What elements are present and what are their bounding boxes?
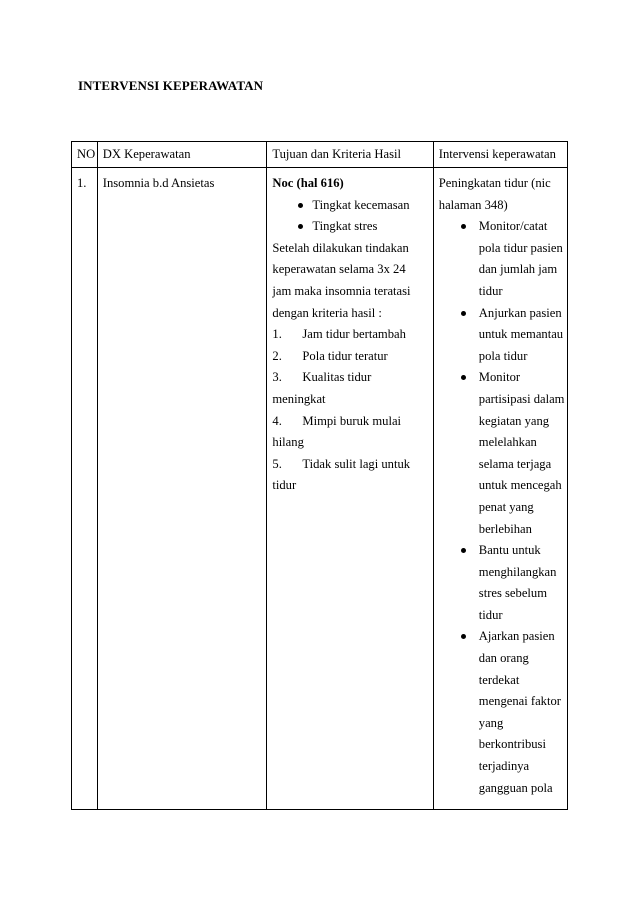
table-header-row	[72, 142, 568, 168]
intervention-list	[439, 216, 567, 799]
criteria-continuation: tidur	[272, 478, 297, 493]
tujuan-intro-line: dengan kriteria hasil :	[272, 305, 382, 320]
criteria-item: 1. Jam tidur bertambah	[272, 327, 406, 342]
page-title: INTERVENSI KEPERAWATAN	[78, 78, 264, 93]
noc-bullet: Tingkat kecemasan	[272, 195, 432, 217]
nic-intro-line: halaman 348)	[438, 197, 508, 212]
header-no: NO	[72, 142, 98, 168]
cell-intervensi	[433, 168, 567, 810]
tujuan-intro-line: jam maka insomnia teratasi	[272, 283, 411, 298]
tujuan-intro-line: Setelah dilakukan tindakan	[272, 240, 409, 255]
nic-intro-line: Peningkatan tidur (nic	[438, 176, 551, 190]
intervention-item: Bantu untuk menghilangkan stres sebelum tidur	[439, 540, 567, 626]
header-tujuan: Tujuan dan Kriteria Hasil	[267, 142, 433, 168]
criteria-continuation: hilang	[272, 435, 304, 450]
cell-tujuan	[267, 168, 433, 810]
criteria-item: 5. Tidak sulit lagi untuk	[272, 456, 411, 471]
intervention-item: Monitor partisipasi dalam kegiatan yang melelahkan selama terjaga untuk mencegah penat yang berlebihan	[439, 367, 567, 540]
cell-no: 1.	[72, 168, 98, 810]
noc-bullet: Tingkat stres	[272, 216, 432, 238]
intervention-item: Monitor/catat pola tidur pasien dan jumlah jam tidur	[439, 216, 567, 302]
intervention-item: Ajarkan pasien dan orang terdekat mengenai faktor yang berkontribusi terjadinya gangguan pola	[439, 626, 567, 799]
table-row	[72, 168, 568, 810]
criteria-continuation: meningkat	[272, 391, 326, 406]
cell-dx: Insomnia b.d Ansietas	[97, 168, 267, 810]
noc-heading: Noc (hal 616)	[272, 176, 344, 190]
header-intervensi: Intervensi keperawatan	[433, 142, 567, 168]
criteria-item: 3. Kualitas tidur	[272, 370, 372, 385]
nursing-intervention-table	[71, 141, 568, 810]
criteria-item: 4. Mimpi buruk mulai	[272, 413, 402, 428]
header-dx: DX Keperawatan	[97, 142, 267, 168]
intervention-item: Anjurkan pasien untuk memantau pola tidur	[439, 303, 567, 368]
tujuan-intro-line: keperawatan selama 3x 24	[272, 262, 406, 277]
criteria-item: 2. Pola tidur teratur	[272, 348, 388, 363]
